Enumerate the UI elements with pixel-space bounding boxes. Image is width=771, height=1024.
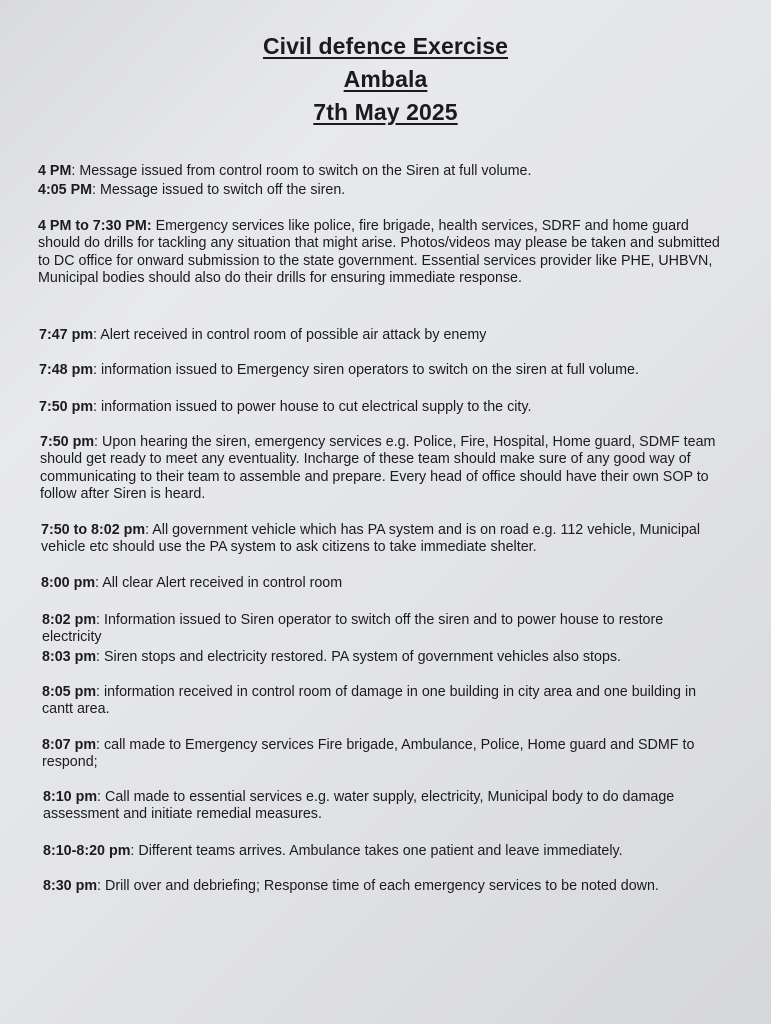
entry-time: 4 PM [38,163,72,179]
schedule-entry [38,218,733,288]
entry-time: 8:07 pm [42,737,97,753]
entry-time: 8:10-8:20 pm [43,843,131,859]
entry-time: 7:47 pm [39,327,94,343]
entry-text: Emergency services like police, fire brigade, health services, SDRF and home guard should do drills for tackling any situation that might arise. Photos/videos may please be taken and submitted to DC office for onward submission to the state government. Essential services provider like PHE, UHBVN, Municipal bodies should also do their drills for ensuring immediate response. [38,218,720,287]
schedule-entry [43,789,703,824]
entry-text: : Call made to essential services e.g. water supply, electricity, Municipal body to do damage assessment and initiate remedial measures. [43,789,675,823]
schedule-entry [39,399,739,416]
schedule-entry [42,737,712,772]
entry-text: : call made to Emergency services Fire brigade, Ambulance, Police, Home guard and SDMF to respond; [42,737,695,771]
entry-time: 8:03 pm [42,649,97,665]
entry-time: 4:05 PM [38,182,93,198]
schedule-entry [43,843,753,860]
title-location: Ambala [343,66,428,92]
entry-time: 8:30 pm [43,878,98,894]
entry-text: : Different teams arrives. Ambulance takes one patient and leave immediately. [130,843,623,859]
entry-text: : Message issued from control room to switch on the Siren at full volume. [71,163,532,179]
schedule-entry [40,434,740,504]
schedule-entry [39,327,739,344]
entry-text: : Drill over and debriefing; Response time of each emergency services to be noted down. [97,878,659,894]
schedule-entry [38,182,738,199]
schedule-entry [42,684,707,719]
entry-text: : All clear Alert received in control room [95,575,343,591]
entry-text: : information issued to Emergency siren operators to switch on the siren at full volume. [93,362,639,378]
schedule-entry [42,649,742,666]
entry-text: : All government vehicle which has PA system and is on road e.g. 112 vehicle, Municipal vehicle etc should use the PA system to ask citizens to take immediate shelter. [41,522,701,556]
entry-text: : information issued to power house to cut electrical supply to the city. [93,399,532,415]
schedule-entry [39,362,744,379]
title-date: 7th May 2025 [313,99,458,125]
schedule-entry [41,522,721,557]
entry-text: : Message issued to switch off the siren. [92,182,346,198]
entry-text: : Upon hearing the siren, emergency services e.g. Police, Fire, Hospital, Home guard, SDMF team should get ready to meet any eventuality. Incharge of these team should make sure of any good way of communicating to their team to assemble and prepare. Every head of office should have their own SOP to follow after Siren is heard. [40,434,716,503]
entry-time: 8:02 pm [42,612,97,628]
entry-text: : Alert received in control room of possible air attack by enemy [93,327,487,343]
title-exercise-name: Civil defence Exercise [262,33,509,59]
entry-time: 4 PM to 7:30 PM: [38,218,152,234]
entry-time: 7:48 pm [39,362,94,378]
entry-text: : Information issued to Siren operator to switch off the siren and to power house to restore electricity [42,612,664,646]
entry-time: 7:50 to 8:02 pm [41,522,146,538]
entry-time: 8:05 pm [42,684,97,700]
schedule-entry [42,612,712,647]
entry-time: 8:10 pm [43,789,98,805]
schedule-entry [43,878,755,895]
entry-time: 8:00 pm [41,575,96,591]
entry-text: : Siren stops and electricity restored. PA system of government vehicles also stops. [96,649,622,665]
schedule-entry [41,575,741,592]
entry-time: 7:50 pm [40,434,95,450]
schedule-entry [38,163,738,180]
entry-text: : information received in control room of damage in one building in city area and one building in cantt area. [42,684,697,718]
entry-time: 7:50 pm [39,399,94,415]
